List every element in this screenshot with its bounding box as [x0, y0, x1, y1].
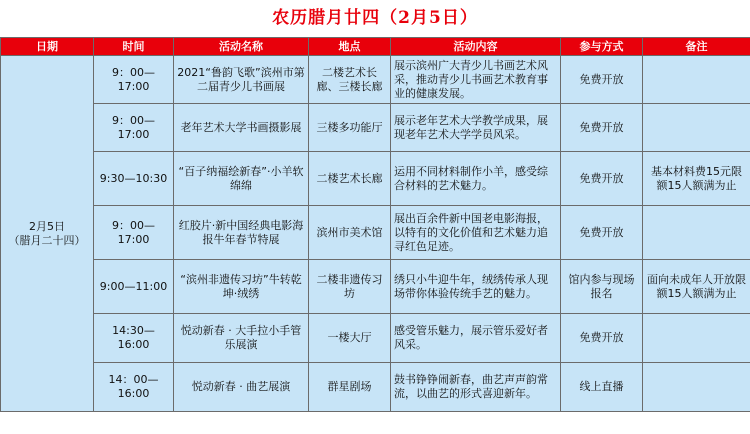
cell-time: 9:00—11:00: [94, 260, 174, 314]
cell-mode: 免费开放: [561, 104, 643, 152]
cell-mode: 免费开放: [561, 314, 643, 363]
cell-time: 9:30—10:30: [94, 152, 174, 206]
header-time: 时间: [94, 38, 174, 56]
cell-note: [643, 314, 750, 363]
date-cell: [1, 56, 94, 412]
schedule-table: [0, 37, 750, 412]
cell-name: “滨州非遗传习坊”牛转乾坤·绒绣: [174, 260, 309, 314]
cell-name: 悦动新春 · 大手拉小手管乐展演: [174, 314, 309, 363]
cell-place: 三楼多功能厅: [309, 104, 391, 152]
header-date: 日期: [1, 38, 94, 56]
cell-mode: 免费开放: [561, 152, 643, 206]
cell-place: 二楼艺术长廊、三楼长廊: [309, 56, 391, 104]
table-row: [1, 206, 750, 260]
cell-place: 一楼大厅: [309, 314, 391, 363]
cell-name: 2021“鲁韵飞歌”滨州市第二届青少儿书画展: [174, 56, 309, 104]
table-header-row: [1, 38, 750, 56]
cell-mode: 馆内参与现场报名: [561, 260, 643, 314]
header-mode: 参与方式: [561, 38, 643, 56]
cell-mode: 免费开放: [561, 206, 643, 260]
cell-note: [643, 56, 750, 104]
cell-name: “百子纳福绘新春”·小羊软绵绵: [174, 152, 309, 206]
cell-place: 二楼艺术长廊: [309, 152, 391, 206]
cell-note: [643, 104, 750, 152]
date-line1: 2月5日: [29, 219, 65, 233]
cell-time: 14：00—16:00: [94, 363, 174, 412]
table-row: [1, 56, 750, 104]
cell-note: 基本材料费15元限额15人额满为止: [643, 152, 750, 206]
header-place: 地点: [309, 38, 391, 56]
cell-name: 红胶片·新中国经典电影海报牛年春节特展: [174, 206, 309, 260]
cell-time: 9：00—17:00: [94, 104, 174, 152]
cell-content: 运用不同材料制作小羊，感受综合材料的艺术魅力。: [391, 152, 561, 206]
cell-note: [643, 363, 750, 412]
cell-note: [643, 206, 750, 260]
cell-note: 面向未成年人开放限额15人额满为止: [643, 260, 750, 314]
table-row: [1, 152, 750, 206]
cell-content: 绣只小牛迎牛年，绒绣传承人现场带你体验传统手艺的魅力。: [391, 260, 561, 314]
cell-mode: 免费开放: [561, 56, 643, 104]
cell-content: 鼓书铮铮闹新春，曲艺声声韵常流，以曲艺的形式喜迎新年。: [391, 363, 561, 412]
cell-content: 感受管乐魅力，展示管乐爱好者风采。: [391, 314, 561, 363]
header-name: 活动名称: [174, 38, 309, 56]
cell-place: 群星剧场: [309, 363, 391, 412]
cell-time: 14:30—16:00: [94, 314, 174, 363]
cell-content: 展出百余件新中国老电影海报，以特有的文化价值和艺术魅力追寻红色足迹。: [391, 206, 561, 260]
cell-name: 悦动新春 · 曲艺展演: [174, 363, 309, 412]
cell-content: 展示滨州广大青少儿书画艺术风采，推动青少儿书画艺术教育事业的健康发展。: [391, 56, 561, 104]
cell-place: 滨州市美术馆: [309, 206, 391, 260]
table-row: [1, 363, 750, 412]
header-content: 活动内容: [391, 38, 561, 56]
table-row: [1, 260, 750, 314]
cell-mode: 线上直播: [561, 363, 643, 412]
cell-name: 老年艺术大学书画摄影展: [174, 104, 309, 152]
page-title: 农历腊月廿四（2月5日）: [272, 8, 478, 28]
cell-content: 展示老年艺术大学教学成果，展现老年艺术大学学员风采。: [391, 104, 561, 152]
cell-time: 9：00—17:00: [94, 56, 174, 104]
cell-time: 9：00—17:00: [94, 206, 174, 260]
header-note: 备注: [643, 38, 750, 56]
table-row: [1, 104, 750, 152]
table-row: [1, 314, 750, 363]
date-line2: （腊月二十四）: [8, 233, 86, 247]
cell-place: 二楼非遗传习坊: [309, 260, 391, 314]
